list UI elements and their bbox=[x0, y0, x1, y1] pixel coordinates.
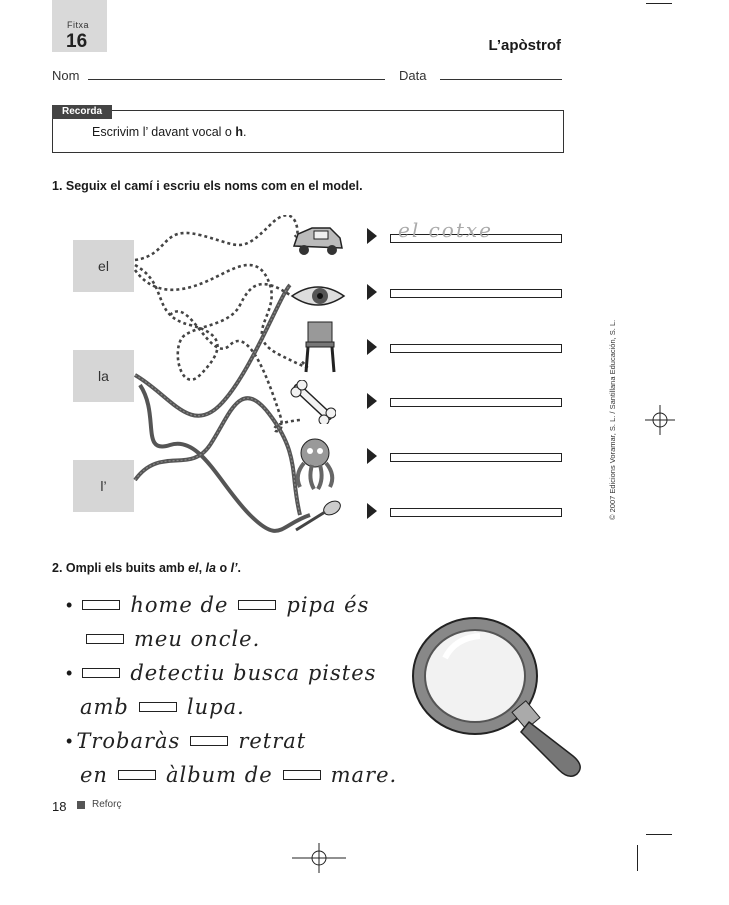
sentence-text: detectiu busca pistes bbox=[130, 661, 377, 685]
answer-box-4[interactable] bbox=[390, 398, 562, 407]
chair-image bbox=[300, 318, 340, 374]
blank-6[interactable] bbox=[190, 736, 228, 746]
answer-box-3[interactable] bbox=[390, 344, 562, 353]
fitxa-number: 16 bbox=[66, 31, 88, 52]
registration-mark-right bbox=[645, 405, 675, 435]
crop-mark-top bbox=[646, 3, 672, 4]
nom-field[interactable] bbox=[88, 79, 385, 80]
nom-label: Nom bbox=[52, 68, 80, 83]
crop-mark-vertical bbox=[637, 845, 638, 871]
tag-l-apostrophe: l’ bbox=[73, 460, 134, 512]
arrow-row-5 bbox=[367, 448, 377, 464]
bone-image bbox=[290, 380, 336, 424]
exercise-1-heading: 1. Seguix el camí i escriu els noms com en el model. bbox=[52, 179, 363, 193]
car-image bbox=[290, 220, 346, 258]
answer-box-5[interactable] bbox=[390, 453, 562, 462]
arrow-row-4 bbox=[367, 393, 377, 409]
eye-image bbox=[290, 278, 346, 314]
tag-el: el bbox=[73, 240, 134, 292]
sentence-text: àlbum de bbox=[165, 763, 273, 787]
sentence-text: en bbox=[80, 763, 108, 787]
arrow-row-6 bbox=[367, 503, 377, 519]
bullet: • bbox=[66, 662, 73, 683]
data-field[interactable] bbox=[440, 79, 562, 80]
recorda-tag: Recorda bbox=[52, 105, 112, 119]
answer-box-2[interactable] bbox=[390, 289, 562, 298]
model-answer: el cotxe bbox=[398, 218, 493, 242]
blank-1[interactable] bbox=[82, 600, 120, 610]
fill-in-sentences bbox=[66, 588, 406, 792]
magnifying-glass-image bbox=[405, 608, 595, 778]
exercise-2-heading: 2. Ompli els buits amb el, la o l’. bbox=[52, 561, 242, 575]
bullet: • bbox=[66, 730, 73, 751]
octopus-image bbox=[290, 435, 340, 491]
blank-4[interactable] bbox=[82, 668, 120, 678]
crop-mark-bottom bbox=[646, 834, 672, 835]
blank-5[interactable] bbox=[139, 702, 177, 712]
page-number: 18 bbox=[52, 799, 67, 814]
sentence-text: home de bbox=[130, 593, 229, 617]
registration-mark-bottom bbox=[292, 843, 346, 873]
tag-la: la bbox=[73, 350, 134, 402]
sentence-text: Trobaràs bbox=[76, 729, 181, 753]
page-title: L’apòstrof bbox=[488, 37, 561, 54]
bullet: • bbox=[66, 594, 73, 615]
sentence-text: lupa. bbox=[186, 695, 245, 719]
data-label: Data bbox=[399, 68, 427, 83]
blank-7[interactable] bbox=[118, 770, 156, 780]
fitxa-label: Fitxa bbox=[67, 20, 90, 30]
blank-8[interactable] bbox=[283, 770, 321, 780]
sentence-text: pipa és bbox=[286, 593, 370, 617]
copyright-notice: © 2007 Edicions Voramar, S. L. / Santillana Educación, S. L. bbox=[608, 319, 617, 520]
recorda-text: Escrivim l’ davant vocal o h. bbox=[92, 125, 247, 139]
sentence-text: meu oncle. bbox=[134, 627, 261, 651]
sentence-text: amb bbox=[80, 695, 129, 719]
blank-3[interactable] bbox=[86, 634, 124, 644]
sentence-text: retrat bbox=[238, 729, 307, 753]
arrow-row-1 bbox=[367, 228, 377, 244]
footer-section: Reforç bbox=[92, 799, 122, 810]
arrow-row-2 bbox=[367, 284, 377, 300]
answer-box-6[interactable] bbox=[390, 508, 562, 517]
footer-square-icon bbox=[77, 801, 85, 809]
arrow-row-3 bbox=[367, 339, 377, 355]
spoon-image bbox=[292, 500, 342, 534]
sentence-text: mare. bbox=[330, 763, 398, 787]
blank-2[interactable] bbox=[238, 600, 276, 610]
